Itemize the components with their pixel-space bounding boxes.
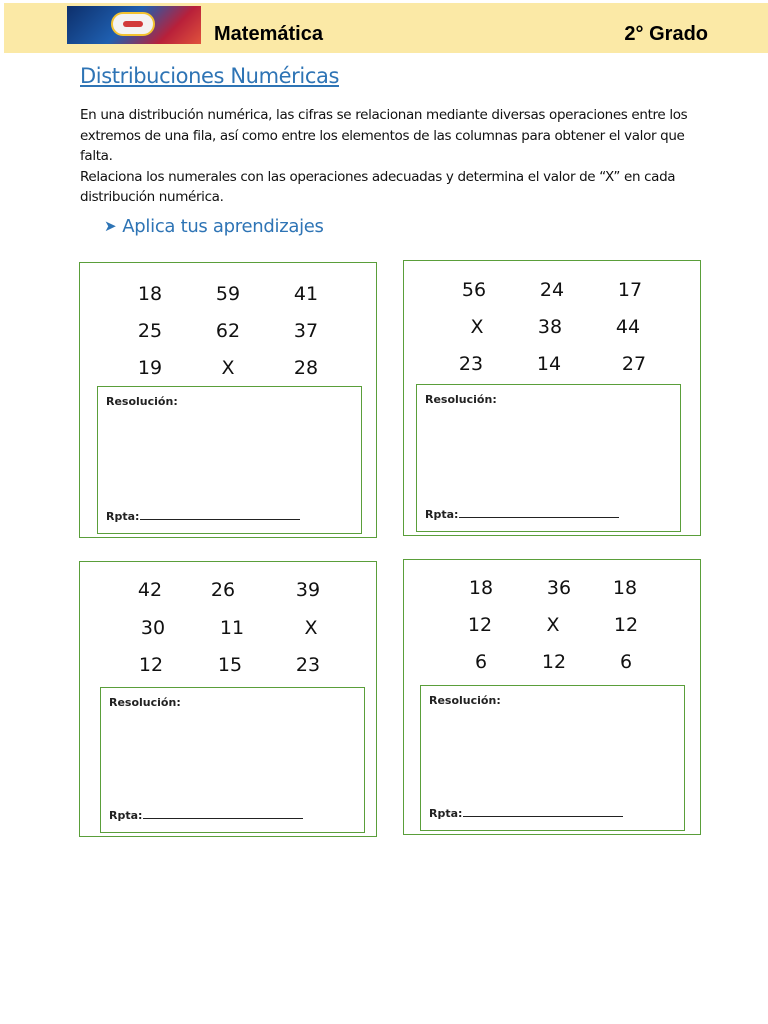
- exercise-2-cell-x: X: [470, 316, 484, 338]
- answer-line[interactable]: [143, 807, 303, 819]
- school-logo: [67, 6, 201, 44]
- exercise-card-1: [79, 262, 377, 538]
- resolution-label: Resolución:: [109, 696, 181, 709]
- exercise-1-cell: 18: [137, 283, 163, 305]
- answer-line[interactable]: [463, 805, 623, 817]
- resolution-label: Resolución:: [429, 694, 501, 707]
- answer-label: Rpta:: [425, 506, 619, 521]
- exercise-1-resolution-box[interactable]: [97, 386, 362, 534]
- exercise-4-cell: 18: [468, 577, 494, 599]
- exercise-2-resolution-box[interactable]: [416, 384, 681, 532]
- exercise-4-cell: 36: [546, 577, 572, 599]
- exercise-4-cell: 18: [612, 577, 638, 599]
- exercise-1-cell: 25: [137, 320, 163, 342]
- exercise-4-resolution-box[interactable]: [420, 685, 685, 831]
- exercise-card-2: [403, 260, 701, 536]
- intro-paragraph-2: Relaciona los numerales con las operaciones adecuadas y determina el valor de “X” en cada distribución numérica.: [80, 168, 676, 205]
- header-grade: 2° Grado: [624, 23, 708, 45]
- exercise-3-cell: 42: [137, 579, 163, 601]
- exercise-3-resolution-box[interactable]: [100, 687, 365, 833]
- exercise-4-cell: 12: [541, 651, 567, 673]
- exercise-2-cell: 24: [539, 279, 565, 301]
- exercise-1-cell: 37: [293, 320, 319, 342]
- exercise-card-3: [79, 561, 377, 837]
- exercise-2-cell: 14: [536, 353, 562, 375]
- resolution-label: Resolución:: [425, 393, 497, 406]
- exercise-2-cell: 56: [461, 279, 487, 301]
- exercise-4-cell-x: X: [546, 614, 560, 636]
- exercise-3-cell-x: X: [304, 617, 318, 639]
- exercise-2-cell: 38: [537, 316, 563, 338]
- exercise-1-cell: 19: [137, 357, 163, 379]
- header-subject: Matemática: [214, 23, 323, 45]
- exercise-4-cell: 6: [619, 651, 633, 673]
- exercise-1-cell: 59: [215, 283, 241, 305]
- exercise-3-cell: 11: [219, 617, 245, 639]
- answer-line[interactable]: [459, 506, 619, 518]
- exercise-3-cell: 26: [210, 579, 236, 601]
- exercise-2-cell: 17: [617, 279, 643, 301]
- exercise-2-cell: 27: [621, 353, 647, 375]
- intro-text: [80, 105, 705, 208]
- exercise-1-cell-x: X: [221, 357, 235, 379]
- exercise-card-4: [403, 559, 701, 835]
- exercise-2-cell: 23: [458, 353, 484, 375]
- header-bar: [4, 3, 768, 53]
- exercise-3-cell: 15: [217, 654, 243, 676]
- section-heading-text: Aplica tus aprendizajes: [122, 216, 324, 237]
- exercise-1-cell: 28: [293, 357, 319, 379]
- exercise-4-cell: 12: [613, 614, 639, 636]
- exercise-4-cell: 6: [474, 651, 488, 673]
- exercise-1-cell: 62: [215, 320, 241, 342]
- exercise-3-cell: 30: [140, 617, 166, 639]
- exercise-3-cell: 39: [295, 579, 321, 601]
- exercise-3-cell: 12: [138, 654, 164, 676]
- intro-paragraph-1: En una distribución numérica, las cifras se relacionan mediante diversas operaciones entre los extremos de una fila, así como entre los elementos de las columnas para obtener el valor que falta.: [80, 107, 688, 164]
- answer-line[interactable]: [140, 508, 300, 520]
- exercise-1-cell: 41: [293, 283, 319, 305]
- answer-label: Rpta:: [109, 807, 303, 822]
- exercise-4-cell: 12: [467, 614, 493, 636]
- answer-label: Rpta:: [106, 508, 300, 523]
- exercise-3-cell: 23: [295, 654, 321, 676]
- resolution-label: Resolución:: [106, 395, 178, 408]
- arrow-bullet-icon: ➤: [104, 217, 117, 235]
- exercise-2-cell: 44: [615, 316, 641, 338]
- page-title: Distribuciones Numéricas: [80, 64, 339, 88]
- answer-label: Rpta:: [429, 805, 623, 820]
- section-heading: [104, 216, 324, 237]
- logo-badge-icon: [111, 12, 155, 36]
